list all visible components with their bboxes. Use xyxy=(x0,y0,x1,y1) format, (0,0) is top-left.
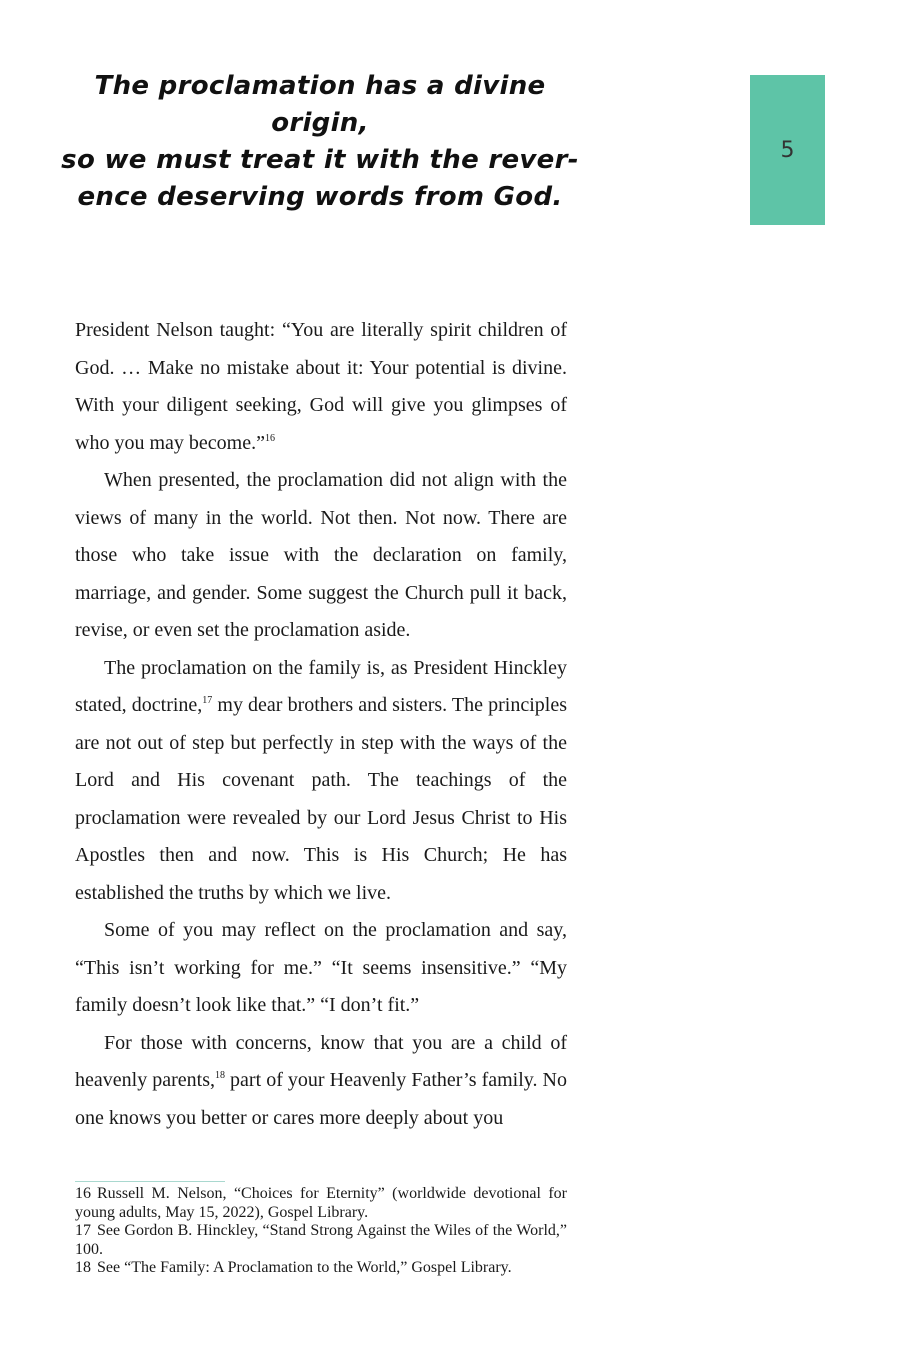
footnotes xyxy=(75,1185,567,1278)
footnote-number: 16 xyxy=(75,1185,91,1202)
paragraph xyxy=(75,1025,567,1138)
paragraph-text: President Nelson taught: “You are literally spirit children of God. … Make no mistake about it: Your potential is divine. With your diligent seeking, God will give you glimpses of who you may become.” xyxy=(75,319,567,454)
paragraph-text: The proclamation on the family is, as President Hinckley stated, doctrine, xyxy=(75,656,567,716)
pull-quote xyxy=(60,68,580,216)
body-text xyxy=(75,312,567,1137)
footnote-divider xyxy=(75,1181,225,1182)
footnote xyxy=(75,1259,567,1278)
footnote-reference: 18 xyxy=(215,1070,225,1081)
footnote-reference: 16 xyxy=(264,432,275,444)
paragraph: When presented, the proclamation did not align with the views of many in the world. Not then. Not now. There are those who take issue with the declaration on family, marriage, and gender. Some suggest the Church pull it back, revise, or even set the proclamation aside. xyxy=(75,469,567,641)
footnote-number: 17 xyxy=(75,1222,91,1239)
paragraph-text: my dear brothers and sisters. The principles are not out of step but perfectly in step with the ways of the Lord and His covenant path. The teachings of the proclamation were revealed by our Lord Jesus Christ to His Apostles then and now. This is His Church; He has established the truths by which we live. xyxy=(75,694,567,904)
paragraph xyxy=(75,650,567,913)
paragraph-text: For those with concerns, know that you are a child of heavenly parents, xyxy=(75,1031,567,1091)
paragraph-text: part of your Heavenly Father’s family. No one knows you better or cares more deeply about you xyxy=(75,1069,567,1129)
paragraph xyxy=(75,312,567,462)
footnote-reference: 17 xyxy=(202,695,213,706)
footnote-number: 18 xyxy=(75,1259,91,1276)
paragraph: Some of you may reflect on the proclamation and say, “This isn’t working for me.” “It seems insensitive.” “My family doesn’t look like that.” “I don’t fit.” xyxy=(75,919,567,1016)
footnote-text: Russell M. Nelson, “Choices for Eternity” (worldwide devotional for young adults, May 15, 2022), Gospel Library. xyxy=(75,1185,567,1221)
page-number-tab xyxy=(750,75,825,225)
footnote-text: See Gordon B. Hinckley, “Stand Strong Against the Wiles of the World,” 100. xyxy=(75,1222,567,1258)
page-number: 5 xyxy=(780,137,795,163)
pull-quote-line: so we must treat it with the rever- xyxy=(61,145,579,175)
footnote-text: See “The Family: A Proclamation to the World,” Gospel Library. xyxy=(97,1259,512,1276)
footnote xyxy=(75,1222,567,1259)
footnote xyxy=(75,1185,567,1222)
pull-quote-line: The proclamation has a divine origin, xyxy=(94,71,546,138)
pull-quote-line: ence deserving words from God. xyxy=(77,182,563,212)
